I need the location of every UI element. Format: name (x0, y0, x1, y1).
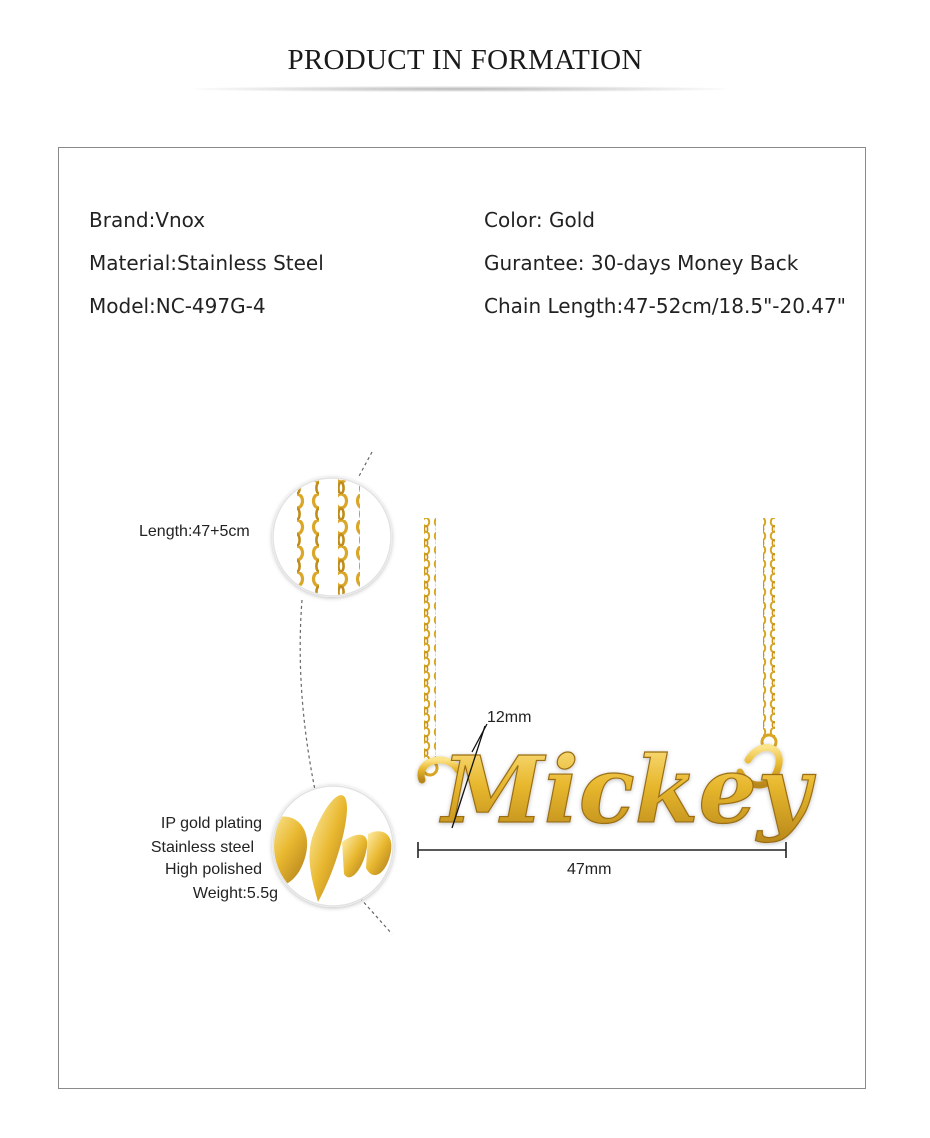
dimension-width-label: 47mm (567, 861, 612, 878)
pendant-name-text: Mickey (442, 736, 811, 844)
spec-guarantee: Gurantee: 30-days Money Back (484, 251, 799, 275)
callout-polished: High polished (165, 861, 262, 878)
dimension-height-label: 12mm (487, 709, 532, 726)
callout-length: Length:47+5cm (139, 523, 250, 540)
width-dimension (418, 842, 786, 858)
spec-brand: Brand:Vnox (89, 208, 206, 232)
name-pendant (421, 736, 816, 844)
pendant-detail-magnifier (262, 785, 394, 907)
spec-model: Model:NC-497G-4 (89, 294, 266, 318)
callout-plating: IP gold plating (160, 815, 262, 832)
spec-material: Material:Stainless Steel (89, 251, 324, 275)
callout-weight: Weight:5.5g (192, 885, 278, 902)
callout-steel: Stainless steel (150, 839, 254, 856)
chain-detail-magnifier (272, 470, 392, 610)
page-title: PRODUCT IN FORMATION (287, 44, 643, 76)
spec-chain-length: Chain Length:47-52cm/18.5"-20.47" (484, 294, 846, 318)
spec-color: Color: Gold (484, 208, 595, 232)
